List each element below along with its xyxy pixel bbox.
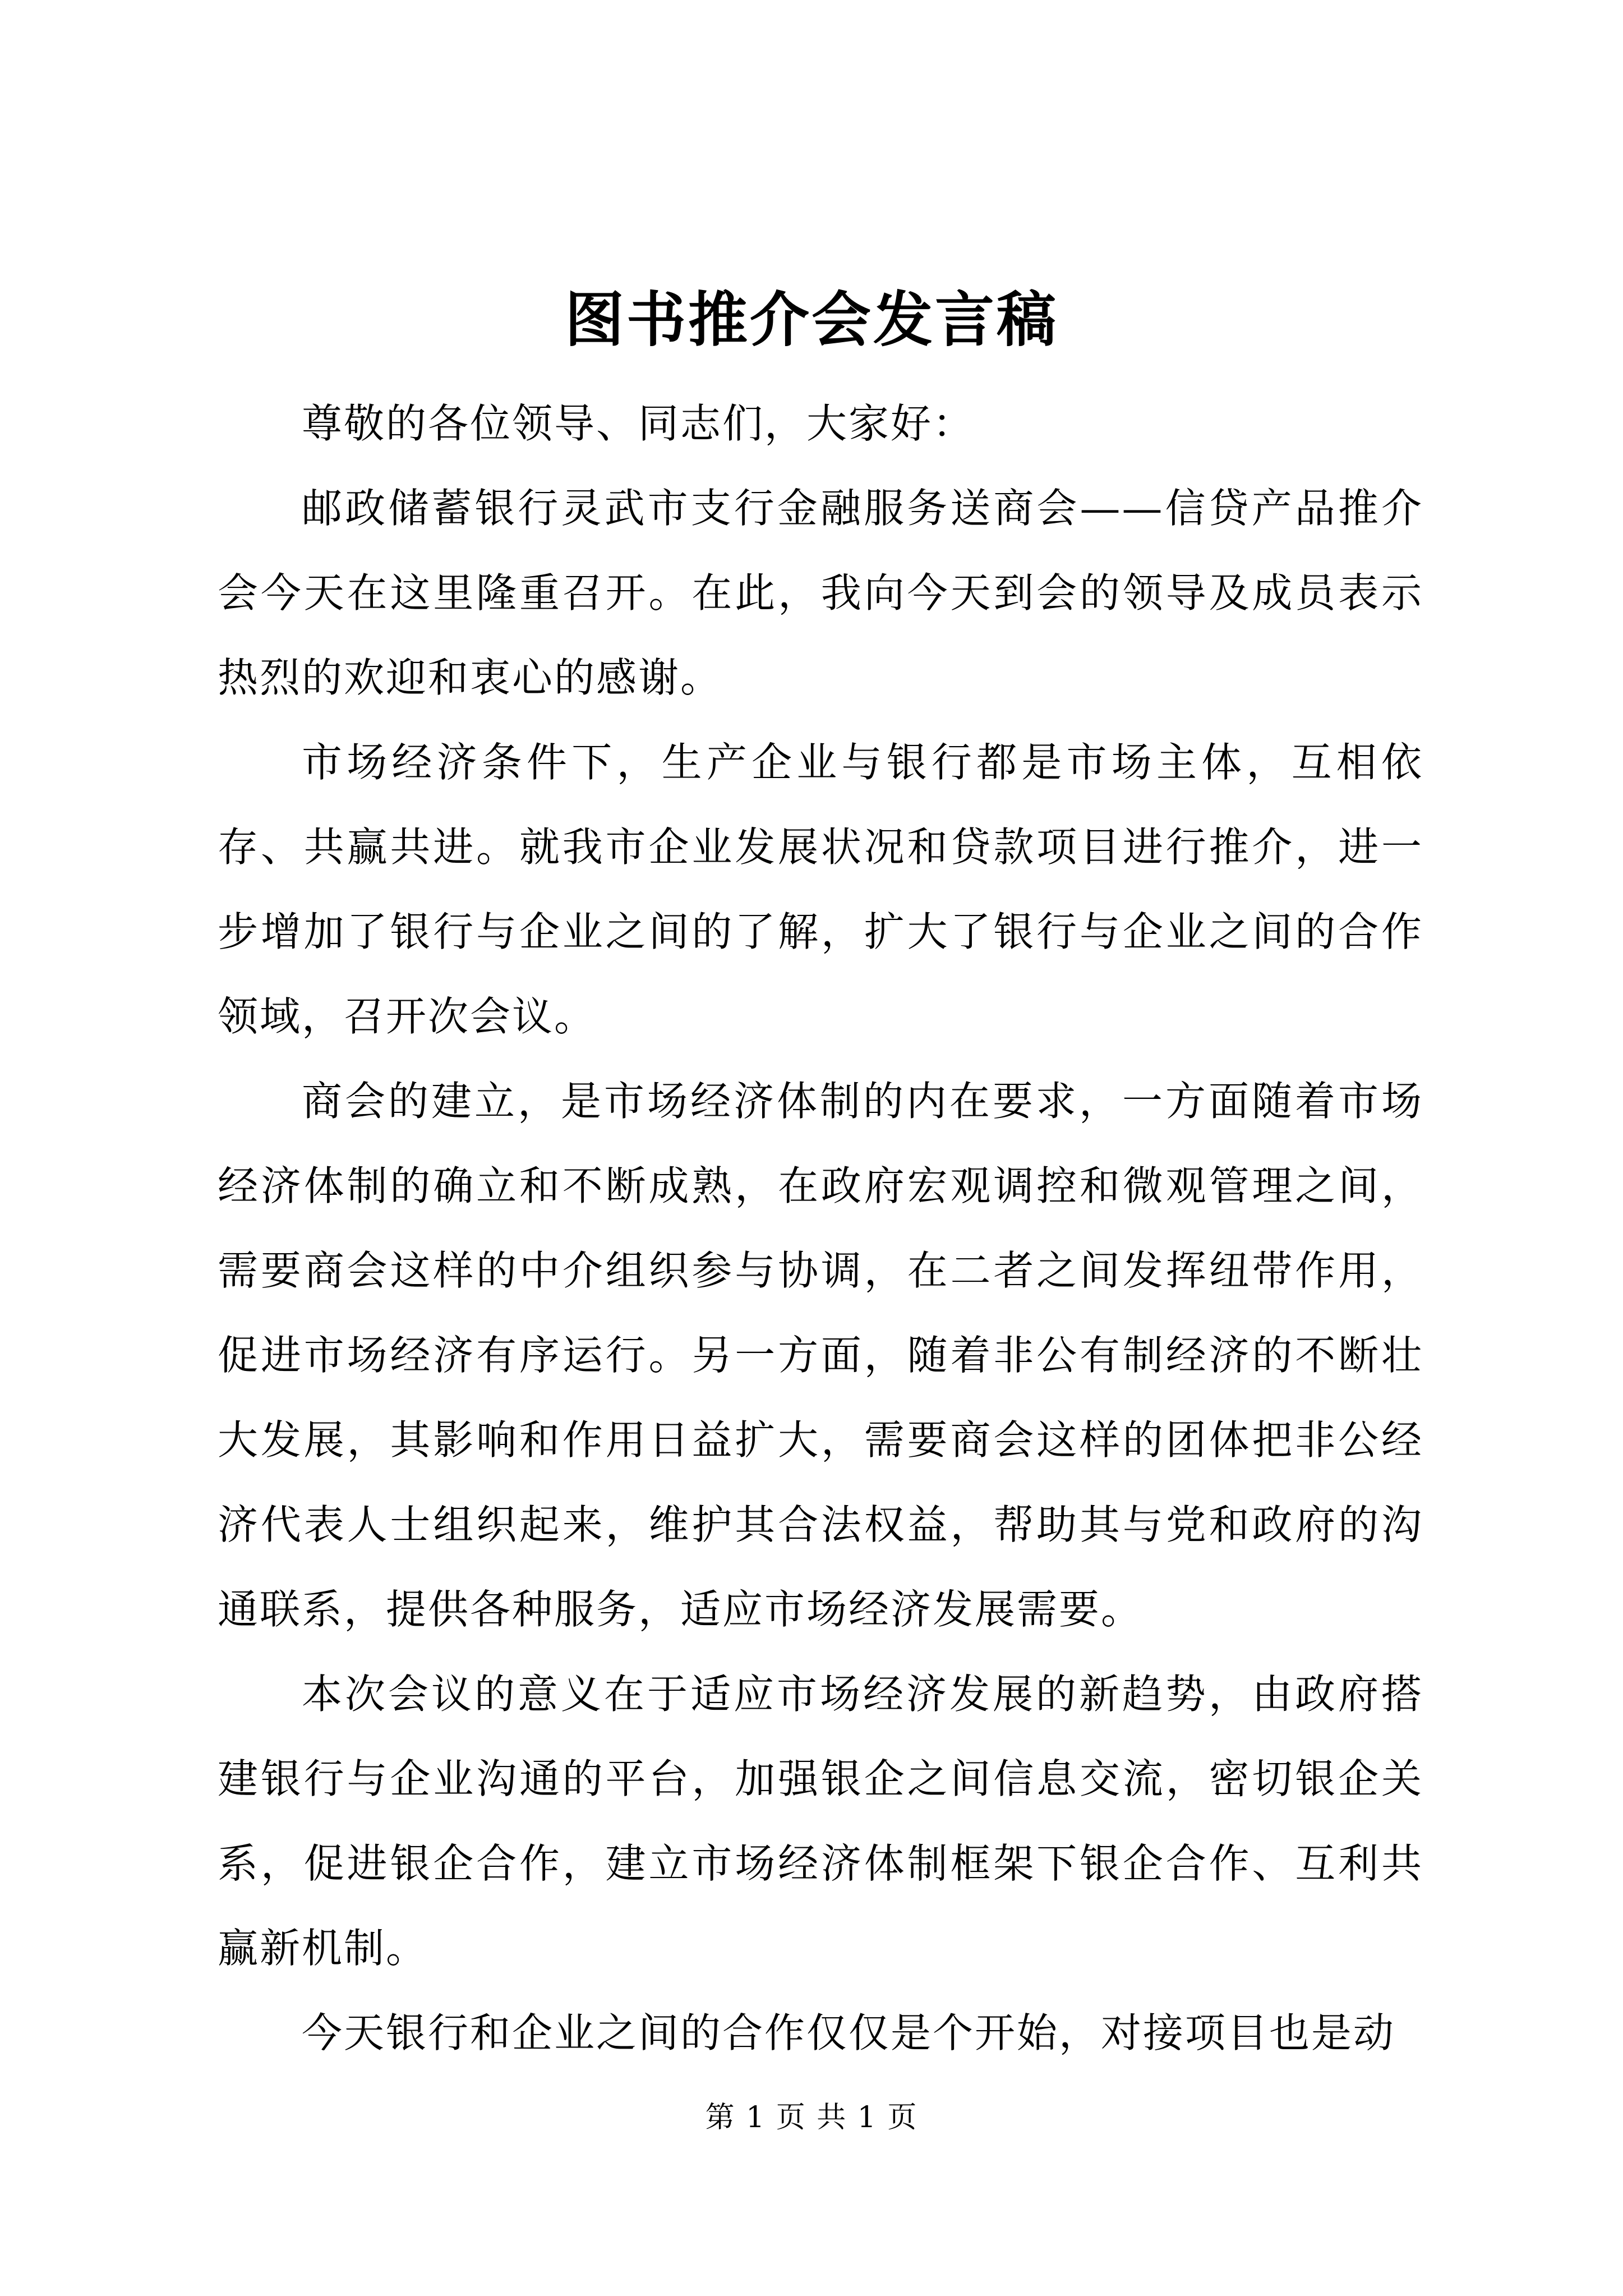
- paragraph-opening: 邮政储蓄银行灵武市支行金融服务送商会——信贷产品推介会今天在这里隆重召开。在此，我向今天到会的领导及成员表示热烈的欢迎和衷心的感谢。: [218, 485, 1423, 701]
- paragraph-chamber-of-commerce: 商会的建立，是市场经济体制的内在要求，一方面随着市场经济体制的确立和不断成熟，在政府宏观调控和微观管理之间，需要商会这样的中介组织参与协调，在二者之间发挥纽带作用，促进市场经济有序运行。另一方面，随着非公有制经济的不断壮大发展，其影响和作用日益扩大，需要商会这样的团体把非公经济代表人士组织起来，维护其合法权益，帮助其与党和政府的沟通联系，提供各种服务，适应市场经济发展需要。: [218, 1078, 1423, 1633]
- paragraph-market-economy: 市场经济条件下，生产企业与银行都是市场主体，互相依存、共赢共进。就我市企业发展状况和贷款项目进行推介，进一步增加了银行与企业之间的了解，扩大了银行与企业之间的合作领域，召开次会议。: [218, 739, 1423, 1040]
- paragraph-meeting-significance: 本次会议的意义在于适应市场经济发展的新趋势，由政府搭建银行与企业沟通的平台，加强银企之间信息交流，密切银企关系，促进银企合作，建立市场经济体制框架下银企合作、互利共赢新机制。: [218, 1671, 1423, 1972]
- page-footer: 第 1 页 共 1 页: [705, 2101, 918, 2134]
- document-title: 图书推介会发言稿: [565, 284, 1058, 355]
- paragraph-cooperation: 今天银行和企业之间的合作仅仅是个开始，对接项目也是动: [302, 2009, 1396, 2056]
- document-body: [218, 381, 1423, 2076]
- paragraph-greeting: 尊敬的各位领导、同志们，大家好：: [302, 400, 975, 447]
